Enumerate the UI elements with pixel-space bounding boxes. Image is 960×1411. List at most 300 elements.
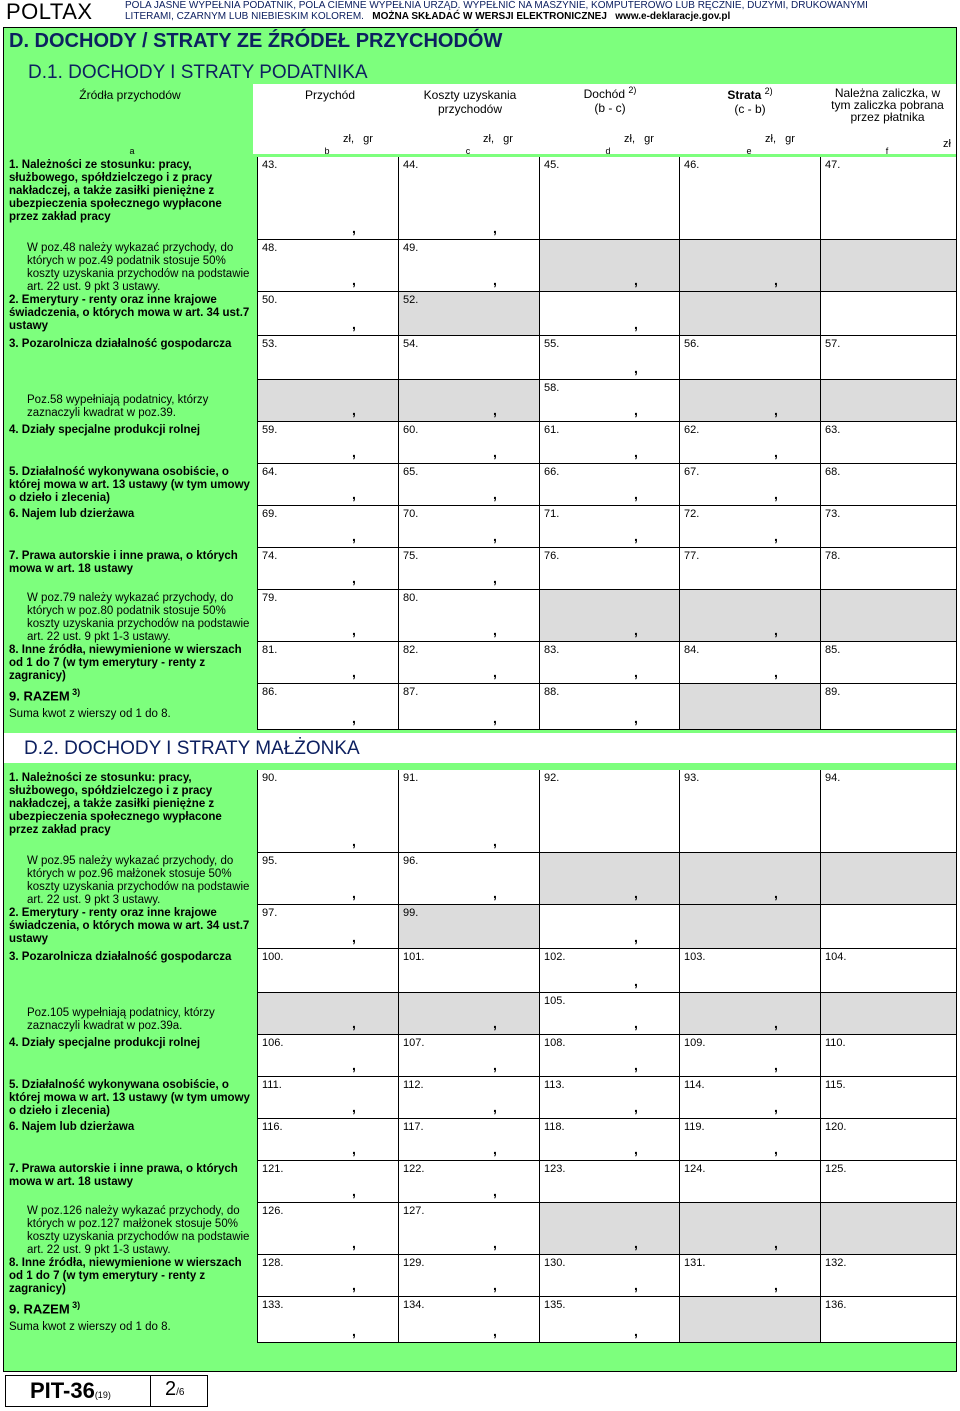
d1-cell-b[interactable] xyxy=(257,642,398,684)
d2-field-number: 115. xyxy=(825,1079,846,1091)
d2-cell-f[interactable] xyxy=(820,905,956,949)
d2-decimal-separator: , xyxy=(352,1235,356,1251)
col-letter-e: e xyxy=(746,146,752,156)
d2-field-number: 99. xyxy=(403,907,419,919)
d1-field-number: 78. xyxy=(825,550,841,562)
d1-cell-c[interactable] xyxy=(398,240,539,292)
d2-cell-b xyxy=(257,993,398,1035)
d2-field-number: 112. xyxy=(403,1079,424,1091)
instructions-notice xyxy=(125,0,868,22)
d2-field-number: 100. xyxy=(262,951,284,963)
d1-decimal-separator: , xyxy=(493,444,497,460)
d1-cell-f[interactable] xyxy=(820,506,956,548)
d1-decimal-separator: , xyxy=(774,622,778,638)
d2-cell-d[interactable] xyxy=(539,905,680,949)
d1-field-number: 70. xyxy=(403,508,419,520)
d2-field-number: 105. xyxy=(544,995,566,1007)
d1-field-number: 65. xyxy=(403,466,419,478)
d2-decimal-separator: , xyxy=(634,1323,638,1339)
d1-decimal-separator: , xyxy=(352,528,356,544)
d1-row-label: 9. RAZEM $^{3)}$ Suma kwot z wierszy od 1 do 8. xyxy=(9,687,171,721)
d1-decimal-separator: , xyxy=(634,272,638,288)
d2-row-label: 2. Emerytury - renty oraz inne krajowe świadczenia, o których mowa w art. 34 ust.7 ustawy xyxy=(9,907,250,945)
d1-field-number: 68. xyxy=(825,466,841,478)
d1-field-number: 61. xyxy=(544,424,560,436)
d2-cell-e xyxy=(679,993,820,1035)
d2-decimal-separator: , xyxy=(352,833,356,849)
d2-decimal-separator: , xyxy=(774,1015,778,1031)
d2-field-number: 96. xyxy=(403,855,419,867)
d2-decimal-separator: , xyxy=(634,1141,638,1157)
d1-field-number: 49. xyxy=(403,242,419,254)
d2-decimal-separator: , xyxy=(634,1277,638,1293)
d1-cell-f[interactable] xyxy=(820,336,956,380)
d1-cell-b[interactable] xyxy=(257,464,398,506)
notice-line-1: POLA JASNE WYPEŁNIA PODATNIK, POLA CIEMNE WYPEŁNIA URZĄD. WYPEŁNIĆ NA MASZYNIE, KOMPUTEROWO LUB RĘCZNIE, DUŻYMI, DRUKOWANYMI xyxy=(125,0,868,11)
d2-field-number: 132. xyxy=(825,1257,847,1269)
d2-cell-e xyxy=(679,905,820,949)
d1-cell-c[interactable] xyxy=(398,506,539,548)
d1-field-number: 67. xyxy=(684,466,700,478)
d1-cell-d[interactable] xyxy=(539,380,680,422)
d1-row-label: 3. Pozarolnicza działalność gospodarcza xyxy=(9,338,232,350)
d1-field-number: 87. xyxy=(403,686,419,698)
d1-field-number: 60. xyxy=(403,424,419,436)
d2-field-number: 95. xyxy=(262,855,278,867)
d1-cell-f[interactable] xyxy=(820,157,956,240)
d1-row-label: 6. Najem lub dzierżawa xyxy=(9,508,135,520)
d2-cell-e xyxy=(679,853,820,905)
d2-field-number: 91. xyxy=(403,772,419,784)
d1-cell-e xyxy=(679,684,820,730)
d1-field-number: 53. xyxy=(262,338,278,350)
d2-cell-e xyxy=(679,1203,820,1255)
d2-row-label: 7. Prawa autorskie i inne prawa, o których mowa w art. 18 ustawy xyxy=(9,1163,238,1188)
col-a-header: Źródła przychodów xyxy=(79,88,181,102)
d1-field-number: 54. xyxy=(403,338,419,350)
d2-decimal-separator: , xyxy=(774,1057,778,1073)
d1-row-label: W poz.48 należy wykazać przychody, do których w poz.49 podatnik stosuje 50% koszty uzyskania przychodów na podstawie art. 22 ust. 9 pkt 3 ustawy. xyxy=(27,242,250,293)
d1-decimal-separator: , xyxy=(634,710,638,726)
d1-decimal-separator: , xyxy=(634,316,638,332)
d2-cell-d[interactable] xyxy=(539,770,680,853)
d1-cell-f[interactable] xyxy=(820,464,956,506)
d1-decimal-separator: , xyxy=(774,486,778,502)
col-f-header: Należna zaliczka, w tym zaliczka pobrana przez płatnika xyxy=(831,86,944,124)
d1-cell-d[interactable] xyxy=(539,642,680,684)
d1-cell-e[interactable] xyxy=(679,157,820,240)
unit-e: zł, gr xyxy=(765,133,795,145)
d2-field-number: 110. xyxy=(825,1037,846,1049)
col-letter-d: d xyxy=(605,146,611,156)
d1-decimal-separator: , xyxy=(493,220,497,236)
d2-cell-f xyxy=(820,853,956,905)
d2-cell-c xyxy=(398,993,539,1035)
d1-cell-f[interactable] xyxy=(820,292,956,336)
d1-field-number: 48. xyxy=(262,242,278,254)
d1-field-number: 55. xyxy=(544,338,560,350)
d1-cell-e[interactable] xyxy=(679,548,820,590)
d1-row-label: 5. Działalność wykonywana osobiście, o której mowa w art. 13 ustawy (w tym umowy o dzieło i zlecenia) xyxy=(9,466,250,504)
d1-row-label: 1. Należności ze stosunku: pracy, służbowego, spółdzielczego i z pracy nakładczej, a także zasiłki pieniężne z ubezpieczenia społecznego wypłacone przez zakład pracy xyxy=(9,159,222,223)
d1-cell-f[interactable] xyxy=(820,684,956,730)
d2-field-number: 113. xyxy=(544,1079,565,1091)
d1-cell-e[interactable] xyxy=(679,422,820,464)
d2-cell-f[interactable] xyxy=(820,770,956,853)
d1-cell-d[interactable] xyxy=(539,157,680,240)
d2-field-number: 126. xyxy=(262,1205,284,1217)
d2-field-number: 124. xyxy=(684,1163,706,1175)
d2-decimal-separator: , xyxy=(634,1015,638,1031)
d2-decimal-separator: , xyxy=(352,1057,356,1073)
d2-field-number: 116. xyxy=(262,1121,283,1133)
d1-cell-e[interactable] xyxy=(679,642,820,684)
d2-decimal-separator: , xyxy=(493,1099,497,1115)
d1-decimal-separator: , xyxy=(774,664,778,680)
d2-title: D.2. DOCHODY I STRATY MAŁŻONKA xyxy=(24,738,360,759)
d1-cell-e[interactable] xyxy=(679,336,820,380)
d1-cell-b[interactable] xyxy=(257,336,398,380)
col-letter-f: f xyxy=(885,146,889,156)
d1-decimal-separator: , xyxy=(634,402,638,418)
d1-cell-b[interactable] xyxy=(257,590,398,642)
d1-cell-e xyxy=(679,380,820,422)
d1-decimal-separator: , xyxy=(634,486,638,502)
page-number: 2/6 xyxy=(165,1378,185,1400)
d1-row-label: 4. Działy specjalne produkcji rolnej xyxy=(9,424,201,436)
d2-decimal-separator: , xyxy=(774,1099,778,1115)
d1-field-number: 62. xyxy=(684,424,700,436)
col-d-header: Dochód $^{2)}$ (b - c) xyxy=(583,85,637,115)
d1-field-number: 84. xyxy=(684,644,700,656)
d2-cell-b[interactable] xyxy=(257,905,398,949)
d1-cell-c[interactable] xyxy=(398,422,539,464)
d2-decimal-separator: , xyxy=(493,1235,497,1251)
d1-field-number: 73. xyxy=(825,508,841,520)
d2-decimal-separator: , xyxy=(493,1015,497,1031)
d1-decimal-separator: , xyxy=(352,272,356,288)
d2-decimal-separator: , xyxy=(352,1141,356,1157)
d2-field-number: 101. xyxy=(403,951,425,963)
notice-electronic: MOŻNA SKŁADAĆ W WERSJI ELEKTRONICZNEJ xyxy=(372,11,607,22)
d1-row-label: 7. Prawa autorskie i inne prawa, o których mowa w art. 18 ustawy xyxy=(9,550,238,575)
d2-decimal-separator: , xyxy=(774,1235,778,1251)
d2-row-label: W poz.126 należy wykazać przychody, do których w poz.127 małżonek stosuje 50% koszty uzyskania przychodów na podstawie art. 22 ust. 9 pkt 1-3 ustawy. xyxy=(27,1205,250,1256)
d1-decimal-separator: , xyxy=(352,316,356,332)
d1-field-number: 44. xyxy=(403,159,419,171)
d1-cell-c[interactable] xyxy=(398,157,539,240)
d2-field-number: 108. xyxy=(544,1037,566,1049)
d1-cell-d[interactable] xyxy=(539,292,680,336)
d2-field-number: 130. xyxy=(544,1257,566,1269)
d1-field-number: 85. xyxy=(825,644,841,656)
d1-field-number: 52. xyxy=(403,294,419,306)
d2-decimal-separator: , xyxy=(634,929,638,945)
d1-decimal-separator: , xyxy=(352,220,356,236)
notice-line-2 xyxy=(125,11,868,22)
d2-decimal-separator: , xyxy=(634,885,638,901)
d1-title: D.1. DOCHODY I STRATY PODATNIKA xyxy=(28,62,368,83)
d1-cell-c[interactable] xyxy=(398,464,539,506)
d1-decimal-separator: , xyxy=(493,528,497,544)
d2-decimal-separator: , xyxy=(774,1141,778,1157)
d2-row-label: 3. Pozarolnicza działalność gospodarcza xyxy=(9,951,232,963)
d2-field-number: 118. xyxy=(544,1121,565,1133)
d2-decimal-separator: , xyxy=(352,885,356,901)
d2-field-number: 107. xyxy=(403,1037,425,1049)
d1-cell-f[interactable] xyxy=(820,548,956,590)
d1-field-number: 72. xyxy=(684,508,700,520)
d1-field-number: 57. xyxy=(825,338,841,350)
d1-cell-b xyxy=(257,380,398,422)
d2-cell-d xyxy=(539,1203,680,1255)
d2-field-number: 97. xyxy=(262,907,278,919)
d1-field-number: 83. xyxy=(544,644,560,656)
d2-decimal-separator: , xyxy=(774,885,778,901)
unit-b: zł, gr xyxy=(343,133,373,145)
d2-row-label: W poz.95 należy wykazać przychody, do których w poz.96 małżonek stosuje 50% koszty uzyskania przychodów na podstawie art. 22 ust. 9 pkt 3 ustawy. xyxy=(27,855,250,906)
d1-field-number: 46. xyxy=(684,159,700,171)
d1-decimal-separator: , xyxy=(352,402,356,418)
d2-field-number: 103. xyxy=(684,951,706,963)
d1-cell-c xyxy=(398,292,539,336)
d2-decimal-separator: , xyxy=(634,1057,638,1073)
d2-field-number: 135. xyxy=(544,1299,566,1311)
d1-cell-d[interactable] xyxy=(539,506,680,548)
d1-row-label: 8. Inne źródła, niewymienione w wierszach od 1 do 7 (w tym emerytury - renty z zagranicy) xyxy=(9,644,242,682)
d1-field-number: 45. xyxy=(544,159,560,171)
unit-f: zł xyxy=(943,138,951,150)
d1-field-number: 69. xyxy=(262,508,278,520)
d2-decimal-separator: , xyxy=(774,1277,778,1293)
d1-cell-b[interactable] xyxy=(257,684,398,730)
d2-decimal-separator: , xyxy=(634,973,638,989)
col-b-header: Przychód xyxy=(304,88,356,102)
d1-decimal-separator: , xyxy=(774,272,778,288)
d1-cell-d xyxy=(539,240,680,292)
d2-field-number: 106. xyxy=(262,1037,284,1049)
d2-field-number: 90. xyxy=(262,772,278,784)
d2-field-number: 127. xyxy=(403,1205,425,1217)
d2-row-label: 6. Najem lub dzierżawa xyxy=(9,1121,135,1133)
d2-cell-c[interactable] xyxy=(398,770,539,853)
d2-decimal-separator: , xyxy=(352,1099,356,1115)
d1-decimal-separator: , xyxy=(774,444,778,460)
d1-decimal-separator: , xyxy=(493,664,497,680)
d2-field-number: 122. xyxy=(403,1163,425,1175)
d2-cell-f xyxy=(820,1203,956,1255)
d1-cell-d[interactable] xyxy=(539,464,680,506)
d1-field-number: 58. xyxy=(544,382,560,394)
d1-field-number: 43. xyxy=(262,159,278,171)
footer-divider xyxy=(150,1375,151,1407)
notice-line-2a: LITERAMI, CZARNYM LUB NIEBIESKIM KOLOREM. xyxy=(125,11,364,22)
d2-field-number: 133. xyxy=(262,1299,284,1311)
d1-cell-e[interactable] xyxy=(679,464,820,506)
d1-decimal-separator: , xyxy=(352,570,356,586)
d1-cell-f[interactable] xyxy=(820,642,956,684)
d2-field-number: 104. xyxy=(825,951,847,963)
d1-field-number: 47. xyxy=(825,159,841,171)
d1-cell-d[interactable] xyxy=(539,422,680,464)
d1-cell-c[interactable] xyxy=(398,548,539,590)
d2-cell-d xyxy=(539,853,680,905)
d1-field-number: 71. xyxy=(544,508,560,520)
d1-cell-e xyxy=(679,292,820,336)
d2-decimal-separator: , xyxy=(493,1277,497,1293)
d2-cell-e xyxy=(679,1297,820,1343)
d2-field-number: 109. xyxy=(684,1037,706,1049)
d2-decimal-separator: , xyxy=(352,1183,356,1199)
d2-field-number: 102. xyxy=(544,951,566,963)
unit-d: zł, gr xyxy=(624,133,654,145)
d2-field-number: 94. xyxy=(825,772,841,784)
d1-cell-b[interactable] xyxy=(257,240,398,292)
d1-decimal-separator: , xyxy=(352,444,356,460)
d1-field-number: 75. xyxy=(403,550,419,562)
d2-field-number: 134. xyxy=(403,1299,425,1311)
d1-cell-b[interactable] xyxy=(257,548,398,590)
d1-field-number: 80. xyxy=(403,592,419,604)
d2-decimal-separator: , xyxy=(493,1141,497,1157)
d1-row-label: Poz.58 wypełniają podatnicy, którzy zaznaczyli kwadrat w poz.39. xyxy=(27,394,209,419)
d2-field-number: 136. xyxy=(825,1299,847,1311)
d1-field-number: 74. xyxy=(262,550,278,562)
d1-cell-b[interactable] xyxy=(257,506,398,548)
d2-decimal-separator: , xyxy=(493,1057,497,1073)
d1-field-number: 88. xyxy=(544,686,560,698)
d2-field-number: 123. xyxy=(544,1163,566,1175)
d2-cell-b[interactable] xyxy=(257,853,398,905)
d1-cell-b[interactable] xyxy=(257,157,398,240)
d1-field-number: 56. xyxy=(684,338,700,350)
d1-cell-d xyxy=(539,590,680,642)
d2-decimal-separator: , xyxy=(352,1323,356,1339)
d1-field-number: 76. xyxy=(544,550,560,562)
d2-decimal-separator: , xyxy=(493,1183,497,1199)
d2-row-label: 9. RAZEM $^{3)}$ Suma kwot z wierszy od 1 do 8. xyxy=(9,1300,171,1334)
d1-field-number: 89. xyxy=(825,686,841,698)
d2-decimal-separator: , xyxy=(493,885,497,901)
d2-field-number: 128. xyxy=(262,1257,284,1269)
d1-decimal-separator: , xyxy=(493,570,497,586)
col-letter-c: c xyxy=(465,146,471,156)
d2-cell-c xyxy=(398,905,539,949)
d2-decimal-separator: , xyxy=(493,1323,497,1339)
d1-cell-e xyxy=(679,240,820,292)
d2-field-number: 119. xyxy=(684,1121,705,1133)
d1-decimal-separator: , xyxy=(352,664,356,680)
d2-decimal-separator: , xyxy=(352,929,356,945)
d1-field-number: 59. xyxy=(262,424,278,436)
d2-field-number: 121. xyxy=(262,1163,284,1175)
d1-row-label: 2. Emerytury - renty oraz inne krajowe świadczenia, o których mowa w art. 34 ust.7 ustawy xyxy=(9,294,250,332)
d1-cell-f xyxy=(820,380,956,422)
d1-cell-b[interactable] xyxy=(257,292,398,336)
d2-field-number: 129. xyxy=(403,1257,425,1269)
section-title: D. DOCHODY / STRATY ZE ŹRÓDEŁ PRZYCHODÓW xyxy=(9,30,503,52)
d1-field-number: 79. xyxy=(262,592,278,604)
d1-decimal-separator: , xyxy=(634,444,638,460)
d1-decimal-separator: , xyxy=(774,528,778,544)
d1-cell-c[interactable] xyxy=(398,336,539,380)
d1-decimal-separator: , xyxy=(493,622,497,638)
d2-decimal-separator: , xyxy=(634,1235,638,1251)
d1-field-number: 86. xyxy=(262,686,278,698)
d1-cell-c[interactable] xyxy=(398,684,539,730)
d2-field-number: 92. xyxy=(544,772,560,784)
d2-decimal-separator: , xyxy=(493,833,497,849)
d1-cell-c[interactable] xyxy=(398,642,539,684)
brand-logo: POLTAX xyxy=(6,0,93,24)
d1-cell-c[interactable] xyxy=(398,590,539,642)
d1-decimal-separator: , xyxy=(634,528,638,544)
d1-cell-b[interactable] xyxy=(257,422,398,464)
d2-field-number: 111. xyxy=(262,1079,282,1091)
d1-cell-d[interactable] xyxy=(539,684,680,730)
d1-field-number: 63. xyxy=(825,424,841,436)
d1-decimal-separator: , xyxy=(493,486,497,502)
d1-decimal-separator: , xyxy=(352,486,356,502)
d1-field-number: 82. xyxy=(403,644,419,656)
d1-decimal-separator: , xyxy=(634,360,638,376)
d2-row-label: 8. Inne źródła, niewymienione w wierszach od 1 do 7 (w tym emerytury - renty z zagranicy) xyxy=(9,1257,242,1295)
d1-cell-f xyxy=(820,240,956,292)
d2-row-label: 1. Należności ze stosunku: pracy, służbowego, spółdzielczego i z pracy nakładczej, a także zasiłki pieniężne z ubezpieczenia społecznego wypłacone przez zakład pracy xyxy=(9,772,222,836)
col-letter-b: b xyxy=(324,146,330,156)
d1-cell-d[interactable] xyxy=(539,336,680,380)
d2-cell-e[interactable] xyxy=(679,770,820,853)
d1-cell-d[interactable] xyxy=(539,548,680,590)
notice-url: www.e-deklaracje.gov.pl xyxy=(615,11,731,22)
d1-decimal-separator: , xyxy=(493,402,497,418)
d2-row-label: 5. Działalność wykonywana osobiście, o której mowa w art. 13 ustawy (w tym umowy o dzieło i zlecenia) xyxy=(9,1079,250,1117)
col-e-header: Strata $^{2)}$ (c - b) xyxy=(727,86,773,116)
d2-field-number: 114. xyxy=(684,1079,705,1091)
d1-cell-e[interactable] xyxy=(679,506,820,548)
d1-cell-e xyxy=(679,590,820,642)
d2-cell-f xyxy=(820,993,956,1035)
d2-row-label: 4. Działy specjalne produkcji rolnej xyxy=(9,1037,201,1049)
d1-decimal-separator: , xyxy=(774,402,778,418)
d2-field-number: 93. xyxy=(684,772,700,784)
d2-cell-b[interactable] xyxy=(257,770,398,853)
d1-decimal-separator: , xyxy=(493,272,497,288)
d2-decimal-separator: , xyxy=(352,1277,356,1293)
d1-field-number: 77. xyxy=(684,550,700,562)
d1-field-number: 64. xyxy=(262,466,278,478)
d2-cell-c[interactable] xyxy=(398,853,539,905)
form-id: PIT-36(19) xyxy=(30,1378,111,1403)
d1-row-label: W poz.79 należy wykazać przychody, do których w poz.80 podatnik stosuje 50% koszty uzyskania przychodów na podstawie art. 22 ust. 9 pkt 1-3 ustawy. xyxy=(27,592,250,643)
d2-row-label: Poz.105 wypełniają podatnicy, którzy zaznaczyli kwadrat w poz.39a. xyxy=(27,1007,215,1032)
d1-decimal-separator: , xyxy=(352,622,356,638)
d2-decimal-separator: , xyxy=(634,1099,638,1115)
d1-field-number: 81. xyxy=(262,644,278,656)
d2-field-number: 131. xyxy=(684,1257,706,1269)
d1-decimal-separator: , xyxy=(493,710,497,726)
col-c-header: Koszty uzyskania przychodów xyxy=(423,88,517,116)
d1-cell-f[interactable] xyxy=(820,422,956,464)
d1-decimal-separator: , xyxy=(634,622,638,638)
d2-field-number: 117. xyxy=(403,1121,424,1133)
d2-field-number: 120. xyxy=(825,1121,847,1133)
d1-field-number: 50. xyxy=(262,294,278,306)
d1-decimal-separator: , xyxy=(352,710,356,726)
d1-cell-f xyxy=(820,590,956,642)
d2-field-number: 125. xyxy=(825,1163,847,1175)
d2-decimal-separator: , xyxy=(352,1015,356,1031)
